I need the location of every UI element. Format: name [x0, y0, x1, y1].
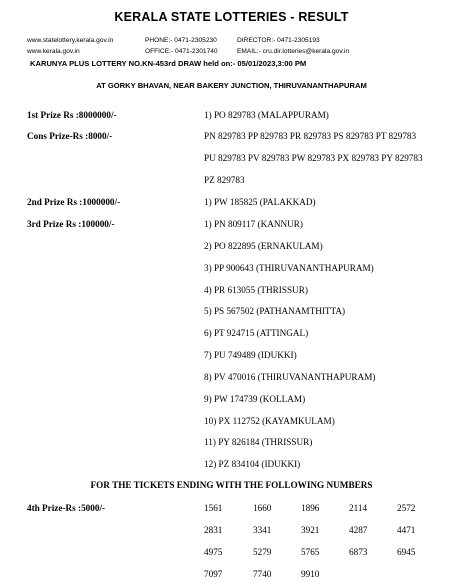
first-prize-winner: 1) PO 829783 (MALAPPURAM)	[204, 110, 329, 120]
fourth-prize-number: 7740	[253, 569, 272, 579]
fourth-prize-number: 2831	[204, 525, 223, 535]
fourth-prize-number: 5765	[301, 547, 320, 557]
fourth-prize-number: 1660	[253, 503, 272, 513]
fourth-prize-number: 5279	[253, 547, 272, 557]
fourth-prize-number: 3921	[301, 525, 320, 535]
third-prize-winner: 4) PR 613055 (THRISSUR)	[204, 285, 308, 295]
third-prize-winner: 2) PO 822895 (ERNAKULAM)	[204, 241, 323, 251]
fourth-prize-number: 6873	[349, 547, 368, 557]
consolation-numbers-line: PN 829783 PP 829783 PR 829783 PS 829783 PT 829783	[204, 131, 417, 141]
first-prize-label: 1st Prize Rs :8000000/-	[27, 110, 117, 120]
fourth-prize-number: 2572	[397, 503, 416, 513]
fourth-prize-number: 4975	[204, 547, 223, 557]
website-link-statelottery[interactable]: www.statelottery.kerala.gov.in	[27, 37, 114, 44]
third-prize-winner: 1) PN 809117 (KANNUR)	[204, 219, 303, 229]
third-prize-winner: 9) PW 174739 (KOLLAM)	[204, 394, 306, 404]
fourth-prize-number: 2114	[349, 503, 368, 513]
fourth-prize-number: 4471	[397, 525, 416, 535]
second-prize-label: 2nd Prize Rs :1000000/-	[27, 197, 121, 207]
third-prize-winner: 11) PY 826184 (THRISSUR)	[204, 437, 313, 447]
third-prize-winner: 5) PS 567502 (PATHANAMTHITTA)	[204, 306, 346, 316]
second-prize-winner: 1) PW 185825 (PALAKKAD)	[204, 197, 316, 207]
website-link-kerala[interactable]: www.kerala.gov.in	[27, 48, 80, 55]
phone-number: PHONE:- 0471-2305230	[145, 37, 217, 44]
fourth-prize-number: 3341	[253, 525, 272, 535]
third-prize-winner: 6) PT 924715 (ATTINGAL)	[204, 328, 309, 338]
director-phone: DIRECTOR:- 0471-2305193	[237, 37, 320, 44]
office-phone: OFFICE:- 0471-2301740	[145, 48, 218, 55]
email-address[interactable]: EMAIL:- cru.dir.lotteries@kerala.gov.in	[237, 48, 350, 55]
fourth-prize-number: 1896	[301, 503, 320, 513]
page-title: KERALA STATE LOTTERIES - RESULT	[114, 10, 349, 24]
third-prize-winner: 7) PU 749489 (IDUKKI)	[204, 350, 297, 360]
third-prize-winner: 3) PP 900643 (THIRUVANANTHAPURAM)	[204, 263, 374, 273]
third-prize-winner: 8) PV 470016 (THIRUVANANTHAPURAM)	[204, 372, 376, 382]
fourth-prize-label: 4th Prize-Rs :5000/-	[27, 503, 106, 513]
draw-details: KARUNYA PLUS LOTTERY NO.KN-453rd DRAW held on:- 05/01/2023,3:00 PM	[30, 59, 307, 68]
consolation-numbers-line: PZ 829783	[204, 175, 245, 185]
fourth-prize-number: 4287	[349, 525, 368, 535]
fourth-prize-number: 9910	[301, 569, 320, 579]
third-prize-winner: 12) PZ 834104 (IDUKKI)	[204, 459, 301, 469]
consolation-prize-label: Cons Prize-Rs :8000/-	[27, 131, 113, 141]
fourth-prize-number: 7097	[204, 569, 223, 579]
third-prize-label: 3rd Prize Rs :100000/-	[27, 219, 115, 229]
ending-numbers-heading: FOR THE TICKETS ENDING WITH THE FOLLOWING NUMBERS	[90, 480, 373, 490]
fourth-prize-number: 1561	[204, 503, 223, 513]
consolation-numbers-line: PU 829783 PV 829783 PW 829783 PX 829783 PY 829783	[204, 153, 423, 163]
fourth-prize-number: 6945	[397, 547, 416, 557]
draw-venue: AT GORKY BHAVAN, NEAR BAKERY JUNCTION, THIRUVANANTHAPURAM	[96, 81, 367, 90]
third-prize-winner: 10) PX 112752 (KAYAMKULAM)	[204, 416, 335, 426]
